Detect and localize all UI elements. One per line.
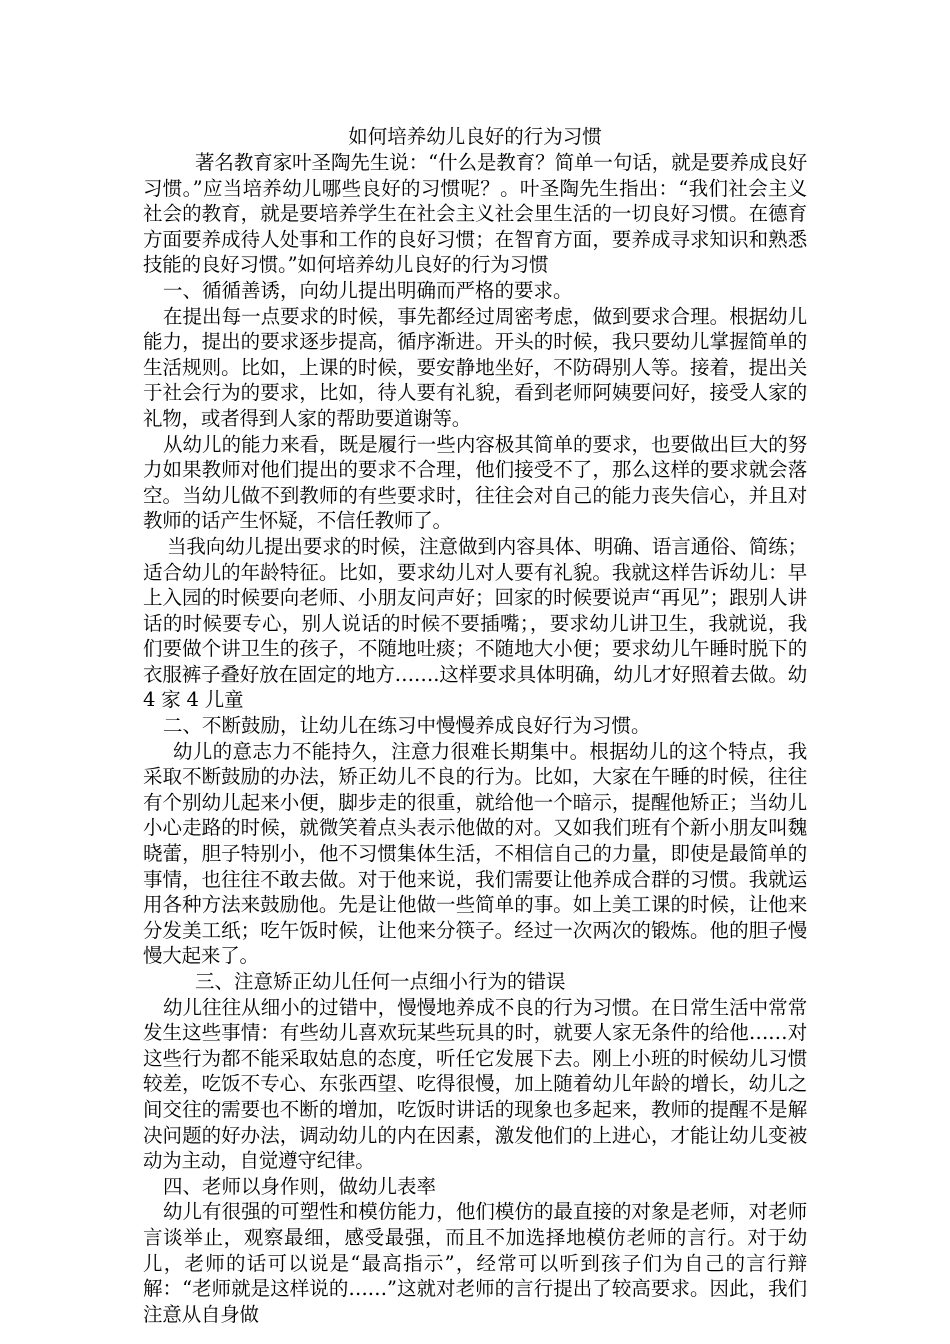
- section-4-heading: 四、老师以身作则，做幼儿表率: [163, 1174, 437, 1198]
- section-1-paragraph-2: 从幼儿的能力来看，既是履行一些内容极其简单的要求，也要做出巨大的努力如果教师对他们提出的要求不合理，他们接受不了，那么这样的要求就会落空。当幼儿做不到教师的有些要求时，往往会对自己的能力丧失信心，并且对教师的话产生怀疑，不信任教师了。: [143, 432, 807, 533]
- section-2-paragraph-1: 幼儿的意志力不能持久，注意力很难长期集中。根据幼儿的这个特点，我采取不断鼓励的办法，矫正幼儿不良的行为。比如，大家在午睡的时候，往往有个别幼儿起来小便，脚步走的很重，就给他一个暗示，提醒他矫正；当幼儿小心走路的时候，就微笑着点头表示他做的对。又如我们班有个新小朋友叫魏晓蕾，胆子特别小，他不习惯集体生活，不相信自己的力量，即使是最简单的事情，也往往不敢去做。对于他来说，我们需要让他养成合群的习惯。我就运用各种方法来鼓励他。先是让他做一些简单的事。如上美工课的时候，让他来分发美工纸；吃午饭时候，让他来分筷子。经过一次两次的锻炼。他的胆子慢慢大起来了。: [143, 739, 807, 968]
- section-4-paragraph-1: 幼儿有很强的可塑性和模仿能力，他们模仿的最直接的对象是老师，对老师言谈举止，观察最细，感受最强，而且不加选择地模仿老师的言行。对于幼儿，老师的话可以说是“最高指示”，经常可以听到孩子们为自己的言行辩解：“老师就是这样说的……”这就对老师的言行提出了较高要求。因此，我们注意从自身做: [143, 1200, 807, 1326]
- document-page: [143, 124, 807, 1327]
- section-1-heading: 一、循循善诱，向幼儿提出明确而严格的要求。: [163, 278, 573, 302]
- section-3-paragraph-1: 幼儿往往从细小的过错中，慢慢地养成不良的行为习惯。在日常生活中常常发生这些事情：有些幼儿喜欢玩某些玩具的时，就要人家无条件的给他……对这些行为都不能采取姑息的态度，听任它发展下去。刚上小班的时候幼儿习惯较差，吃饭不专心、东张西望、吃得很慢，加上随着幼儿年龄的增长，幼儿之间交往的需要也不断的增加，吃饭时讲话的现象也多起来，教师的提醒不是解决问题的好办法，调动幼儿的内在因素，激发他们的上进心，才能让幼儿变被动为主动，自觉遵守纪律。: [143, 995, 807, 1173]
- section-1-paragraph-1: 在提出每一点要求的时候，事先都经过周密考虑，做到要求合理。根据幼儿能力，提出的要求逐步提高，循序渐进。开头的时候，我只要幼儿掌握简单的生活规则。比如，上课的时候，要安静地坐好，不防碍别人等。接着，提出关于社会行为的要求，比如，待人要有礼貌，看到老师阿姨要问好，接受人家的礼物，或者得到人家的帮助要道谢等。: [143, 304, 807, 430]
- intro-paragraph: 著名教育家叶圣陶先生说：“什么是教育？简单一句话，就是要养成良好习惯。”应当培养幼儿哪些良好的习惯呢？。叶圣陶先生指出：“我们社会主义社会的教育，就是要培养学生在社会主义社会里生活的一切良好习惯。在德育方面要养成待人处事和工作的良好习惯；在智育方面，要养成寻求知识和熟悉技能的良好习惯。”如何培养幼儿良好的行为习惯: [143, 151, 807, 277]
- section-3-heading: 三、注意矫正幼儿任何一点细小行为的错误: [195, 970, 566, 993]
- section-2-heading: 二、不断鼓励，让幼儿在练习中慢慢养成良好行为习惯。: [163, 714, 651, 738]
- section-1-paragraph-3: 当我向幼儿提出要求的时候，注意做到内容具体、明确、语言通俗、简练；适合幼儿的年龄特征。比如，要求幼儿对人要有礼貌。我就这样告诉幼儿：早上入园的时候要向老师、小朋友问声好；回家的时候要说声“再见”；跟别人讲话的时候要专心，别人说话的时候不要插嘴；，要求幼儿讲卫生，我就说，我们要做个讲卫生的孩子，不随地吐痰；不随地大小便；要求幼儿午睡时脱下的衣服裤子叠好放在固定的地方…….这样要求具体明确，幼儿才好照着去做。幼 4 家 4 儿童: [143, 534, 807, 712]
- document-title: 如何培养幼儿良好的行为习惯: [348, 125, 602, 148]
